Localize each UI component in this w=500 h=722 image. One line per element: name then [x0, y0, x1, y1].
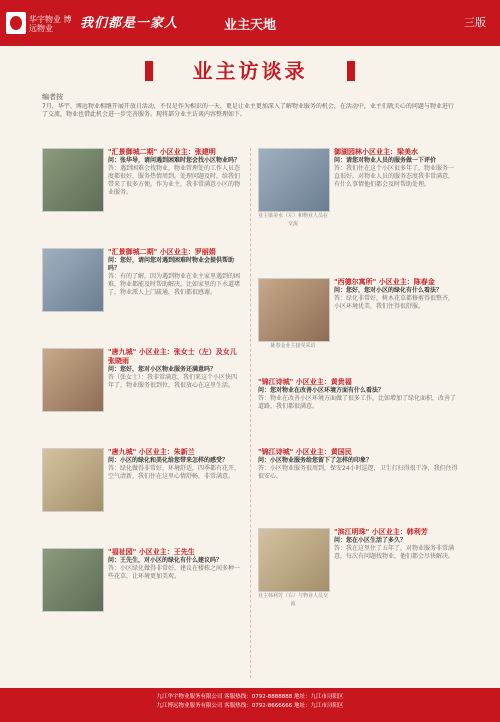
story-photo — [42, 448, 104, 512]
edition-label: 三版 — [464, 16, 486, 29]
story-title: "西德尔寓所" 小区业主：陈春金 — [334, 278, 435, 286]
masthead — [0, 0, 500, 46]
story-photo — [258, 528, 330, 592]
footer-bar — [0, 688, 500, 722]
logo-text: 华宇物业 博远物业 — [29, 15, 72, 33]
story-question: 问：您好，请问您对遇到困难时物业会提供帮助吗？ — [108, 257, 235, 272]
footer-line-2: 九江博远物业服务有限公司 客服热线：0792-8666666 地址：九江市浔阳区 — [156, 703, 344, 709]
story-title: "唐九城" 小区业主：张女士（左）及女儿张晓雨 — [108, 348, 237, 365]
story-title: "锦江诗城" 小区业主：黄国民 — [258, 448, 352, 456]
story-r4 — [258, 448, 458, 481]
column-divider — [250, 148, 251, 678]
story-question: 问：小区的绿化和美化给您带来怎样的感受？ — [108, 457, 229, 464]
story-answer: 答：遇到困难会找物业，物业管理处的工作人员态度都很好，服务热情周到，处理问题及时，给我们带来了很多方便。作为业主，我非常满意小区的物业服务。 — [108, 165, 241, 196]
feature-title: 业主访谈录 — [192, 59, 308, 83]
story-answer: 答：小区绿化做得非常好，建议在楼栋之间多种一些花草，让环境更加美观。 — [108, 565, 241, 580]
feature-banner — [145, 58, 355, 84]
story-answer: 答：有的了解，因为遇到物业在业主家里遇到的困难，物业都能及时帮助解决，比如家里的下水道堵了，物业派人上门疏通，我们都很感谢。 — [108, 273, 241, 296]
story-answer: 答：我在这里住了五年了，对物业服务非常满意，每次有问题找物业，他们都会尽快解决。 — [334, 545, 455, 560]
slogan: 我们都是一家人 — [80, 16, 179, 31]
intro-paragraph: 7月，华宇、博远物业相继开展开放日活动，不仅是作为相识的一天，更是让业主更加深入了解物业服务的机会，在活动中，业主们就关心的问题与物业进行了交流，物业也借此机会进一步完善服务。现将部分业主访谈内容整理如下。 — [42, 103, 454, 118]
story-answer: 答：小区物业服务很周到，保安24小时巡逻，卫生打扫得很干净，我们住得很安心。 — [258, 465, 458, 480]
story-title: "汇景御城二期" 小区业主：罗丽娟 — [108, 248, 216, 256]
section-name: 业主天地 — [223, 18, 276, 33]
story-answer: 答（张女士）：我非常满意，我们来这个小区快四年了，物业服务很到位，我很放心在这里生活。 — [108, 374, 238, 389]
banner-bar-left — [145, 61, 153, 81]
story-title: "唐九城" 小区业主：朱新兰 — [108, 448, 195, 456]
story-answer: 答：绿化做得非常好，环境舒适，四季都有花开，空气清新，我们住在这里心情舒畅，非常满意。 — [108, 465, 241, 480]
story-title: "滨江明珠" 小区业主：韩利芳 — [334, 528, 428, 536]
story-answer: 答：我们住在这个小区很多年了，物业服务一直很好，对物业人员的服务态度我非常满意，有什么事情他们都会及时帮助处理。 — [334, 165, 455, 188]
story-answer: 答：物业在改善小区环境方面做了很多工作，比如增加了绿化面积，改善了道路，我们都很满意。 — [258, 395, 457, 410]
photo-caption: 陈春金业主接受采访 — [270, 343, 316, 349]
photo-caption: 业主梁美水（左）和物业人员在交流 — [258, 213, 329, 227]
story-question: 问：张华导，请问遇到困难时您会找小区物业吗？ — [108, 157, 241, 164]
photo-caption: 业主韩利芳（右）与物业人员交流 — [258, 593, 329, 607]
story-title: 御湖园林小区业主：梁美水 — [334, 148, 418, 156]
editor-note-label: 编者按 — [42, 93, 63, 101]
story-question: 问：您在小区生活了多久？ — [334, 537, 407, 544]
story-question: 问：请您对物业人员的服务做一下评价 — [334, 157, 437, 164]
story-photo — [42, 248, 104, 312]
story-photo — [42, 148, 104, 212]
story-question: 问：您好，您对小区物业服务还满意吗？ — [108, 366, 217, 373]
story-question: 问：王先生，对小区的绿化有什么建议吗？ — [108, 557, 223, 564]
story-question: 问：小区物业服务给您留下了怎样的印象？ — [258, 457, 373, 464]
story-photo — [42, 548, 104, 612]
story-photo — [258, 278, 330, 342]
banner-bar-right — [347, 61, 355, 81]
story-title: "福祉园" 小区业主：王先生 — [108, 548, 195, 556]
story-title: "汇景御城二期" 小区业主：张建明 — [108, 148, 216, 156]
story-r3 — [258, 378, 458, 411]
story-photo — [258, 148, 330, 212]
story-photo — [42, 348, 104, 412]
footer-line-1: 九江华宇物业服务有限公司 客服热线：0792-8888888 地址：九江市浔阳区 — [156, 694, 344, 700]
story-question: 问：您好，您对小区的绿化有什么看法？ — [334, 287, 443, 294]
story-answer: 答：绿化非常好，树木花草都修剪得很整齐，小区环境优美，我们住得很舒服。 — [334, 295, 455, 310]
story-title: "锦江诗城" 小区业主：黄贵福 — [258, 378, 352, 386]
story-question: 问：您对物业在改善小区环境方面有什么看法？ — [258, 387, 385, 394]
